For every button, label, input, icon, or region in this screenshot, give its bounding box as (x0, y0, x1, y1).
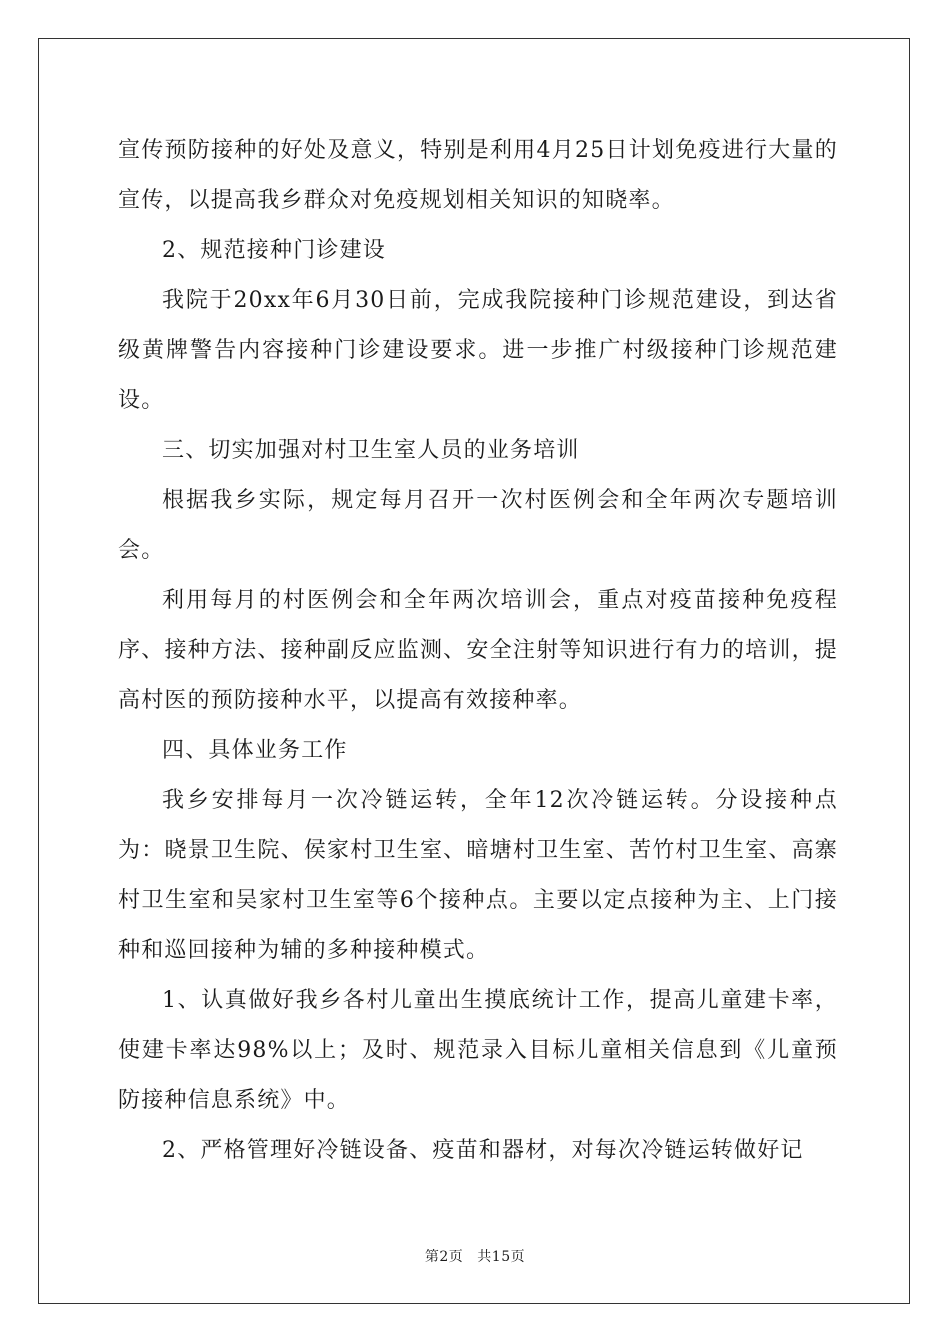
document-body (118, 126, 838, 1176)
page-total: 共15页 (477, 1249, 526, 1265)
paragraph-7: 四、具体业务工作 (162, 738, 348, 763)
paragraph-10: 2、严格管理好冷链设备、疫苗和器材，对每次冷链运转做好记 (162, 1138, 804, 1163)
paragraph-2: 2、规范接种门诊建设 (162, 238, 386, 263)
paragraph-3: 我院于20xx年6月30日前，完成我院接种门诊规范建设，到达省级黄牌警告内容接种门诊建设要求。进一步推广村级接种门诊规范建设。 (118, 288, 838, 413)
paragraph-4: 三、切实加强对村卫生室人员的业务培训 (162, 438, 580, 463)
paragraph-6: 利用每月的村医例会和全年两次培训会，重点对疫苗接种免疫程序、接种方法、接种副反应监测、安全注射等知识进行有力的培训，提高村医的预防接种水平，以提高有效接种率。 (118, 588, 838, 713)
paragraph-1: 宣传预防接种的好处及意义，特别是利用4月25日计划免疫进行大量的宣传，以提高我乡群众对免疫规划相关知识的知晓率。 (118, 138, 838, 213)
page-footer (0, 1246, 950, 1266)
page-number: 第2页 (424, 1249, 464, 1265)
paragraph-8: 我乡安排每月一次冷链运转，全年12次冷链运转。分设接种点为：晓景卫生院、侯家村卫生室、暗塘村卫生室、苦竹村卫生室、高寨村卫生室和吴家村卫生室等6个接种点。主要以定点接种为主、上门接种和巡回接种为辅的多种接种模式。 (118, 788, 838, 963)
paragraph-5: 根据我乡实际，规定每月召开一次村医例会和全年两次专题培训会。 (118, 488, 838, 563)
paragraph-9: 1、认真做好我乡各村儿童出生摸底统计工作，提高儿童建卡率，使建卡率达98%以上；及时、规范录入目标儿童相关信息到《儿童预防接种信息系统》中。 (118, 988, 838, 1113)
